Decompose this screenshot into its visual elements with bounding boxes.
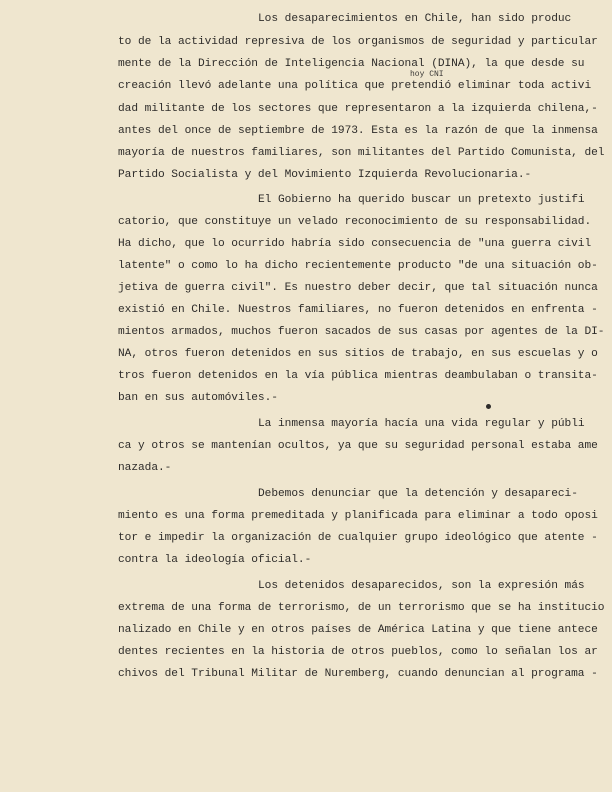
text-line: nalizado en Chile y en otros países de América Latina y que tiene antece xyxy=(118,624,598,636)
text-line: NA, otros fueron detenidos en sus sitios de trabajo, en sus escuelas y o xyxy=(118,348,598,360)
text-line: Ha dicho, que lo ocurrido habría sido consecuencia de "una guerra civil xyxy=(118,238,592,250)
text-line: mayoría de nuestros familiares, son militantes del Partido Comunista, del xyxy=(118,147,605,159)
text-line: miento es una forma premeditada y planificada para eliminar a todo oposi xyxy=(118,510,598,522)
text-line: creación llevó adelante una política que pretendió eliminar toda activi xyxy=(118,80,592,92)
text-line: ca y otros se mantenían ocultos, ya que su seguridad personal estaba ame xyxy=(118,440,598,452)
text-line: to de la actividad represiva de los organismos de seguridad y particular xyxy=(118,36,598,48)
text-line: latente" o como lo ha dicho recientemente producto "de una situación ob- xyxy=(118,260,598,272)
text-line: dentes recientes en la historia de otros pueblos, como lo señalan los ar xyxy=(118,646,598,658)
text-line: jetiva de guerra civil". Es nuestro deber decir, que tal situación nunca xyxy=(118,282,598,294)
text-line: antes del once de septiembre de 1973. Esta es la razón de que la inmensa xyxy=(118,125,598,137)
text-line: mente de la Dirección de Inteligencia Nacional (DINA), la que desde su xyxy=(118,58,585,70)
text-line: Los detenidos desaparecidos, son la expresión más xyxy=(258,580,585,592)
text-line: Debemos denunciar que la detención y desapareci- xyxy=(258,488,578,500)
text-line: extrema de una forma de terrorismo, de un terrorismo que se ha institucio xyxy=(118,602,605,614)
text-line: catorio, que constituye un velado reconocimiento de su responsabilidad. xyxy=(118,216,592,228)
text-line: existió en Chile. Nuestros familiares, no fueron detenidos en enfrenta - xyxy=(118,304,598,316)
text-line: chivos del Tribunal Militar de Nuremberg, cuando denuncian al programa - xyxy=(118,668,598,680)
text-line: ban en sus automóviles.- xyxy=(118,392,278,404)
text-line: tor e impedir la organización de cualquier grupo ideológico que atente - xyxy=(118,532,598,544)
ink-dot xyxy=(486,404,491,409)
text-line: nazada.- xyxy=(118,462,172,474)
handwritten-annotation: hoy CNI xyxy=(410,70,444,79)
text-line: dad militante de los sectores que representaron a la izquierda chilena,- xyxy=(118,103,598,115)
text-line: La inmensa mayoría hacía una vida regular y públi xyxy=(258,418,585,430)
text-line: El Gobierno ha querido buscar un pretexto justifi xyxy=(258,194,585,206)
text-line: mientos armados, muchos fueron sacados de sus casas por agentes de la DI- xyxy=(118,326,605,338)
text-line: tros fueron detenidos en la vía pública mientras deambulaban o transita- xyxy=(118,370,598,382)
text-line: Partido Socialista y del Movimiento Izquierda Revolucionaria.- xyxy=(118,169,532,181)
text-line: contra la ideología oficial.- xyxy=(118,554,312,566)
text-line: Los desaparecimientos en Chile, han sido produc xyxy=(258,13,572,25)
